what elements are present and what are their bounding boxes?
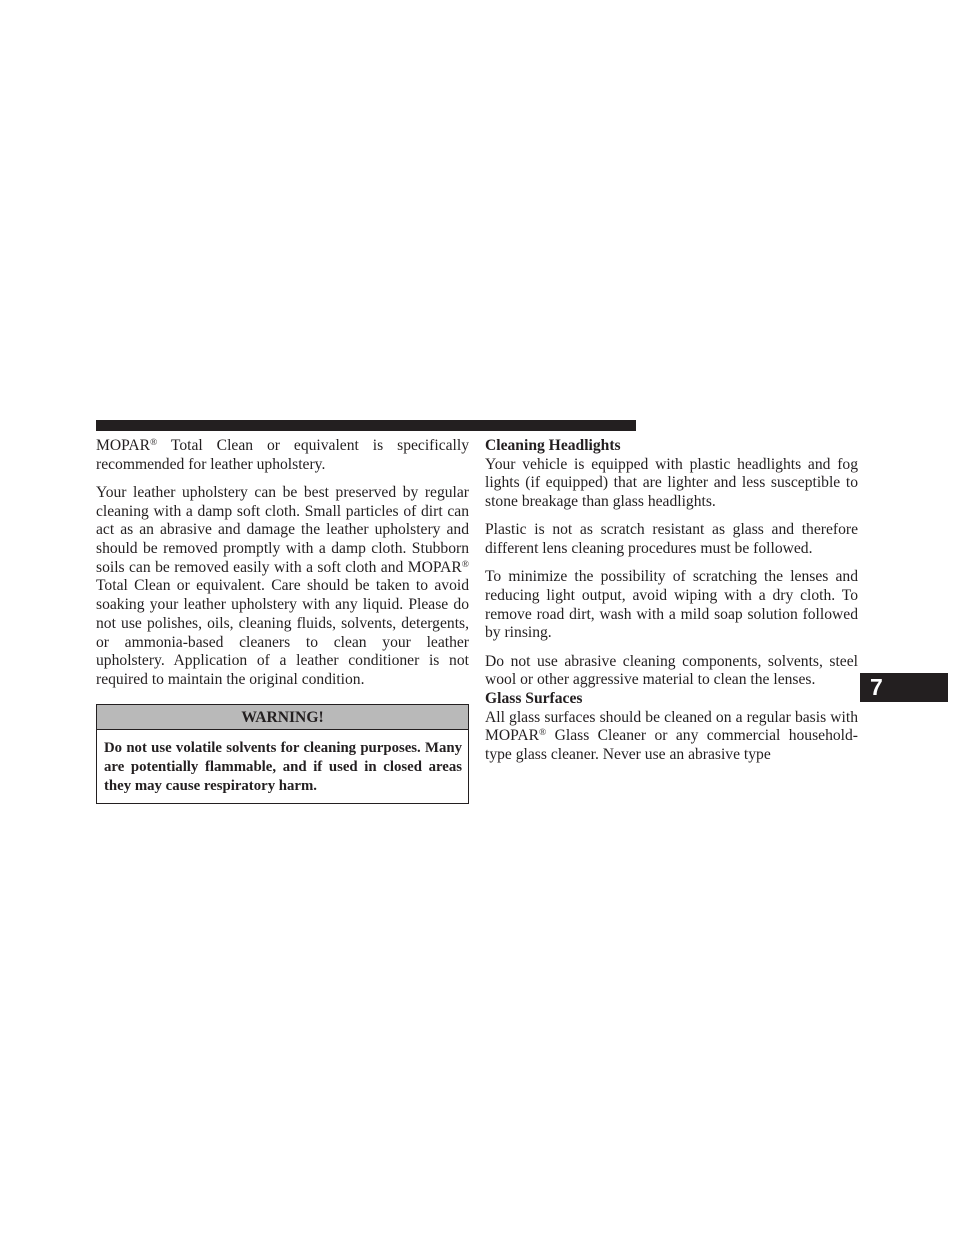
left-column [96, 437, 469, 690]
warning-box [96, 704, 469, 804]
text-segment: Total Clean or equivalent. Care should be taken to avoid soaking your leather upholstery with any liquid. Please do not use polishes, oils, cleaning fluids, solvents, detergents, or ammonia-based cleaners to clean your leather upholstery. Application of a leather conditioner is not required to maintain the original condition. [96, 577, 469, 688]
glass-surfaces-heading: Glass Surfaces [485, 689, 583, 707]
registered-mark: ® [539, 728, 547, 739]
right-column [485, 437, 858, 765]
registered-mark: ® [461, 559, 469, 570]
text-segment: MOPAR [96, 437, 151, 454]
warning-text: Do not use volatile solvents for cleaning purposes. Many are potentially flammable, and if used in closed areas they may cause respiratory harm. [104, 740, 462, 794]
text-segment: Your leather upholstery can be best preserved by regular cleaning with a damp soft cloth. Small particles of dirt can act as an abrasive and damage the leather upholstery and should be removed promptly with a damp cloth. Stubborn soils can be removed easily with a soft cloth and MOPAR [96, 483, 469, 576]
chapter-tab [860, 673, 948, 702]
text-segment: All glass surfaces should be cleaned on a regular basis with MOPAR [485, 708, 858, 745]
section-top-rule [96, 420, 636, 431]
chapter-number: 7 [870, 674, 883, 700]
headlights-paragraph-3: To minimize the possibility of scratching the lenses and reducing light output, avoid wiping with a dry cloth. To remove road dirt, wash with a mild soap solution followed by rinsing. [485, 568, 858, 642]
leather-care-paragraph [96, 484, 469, 690]
text-segment: Glass Cleaner or any commercial household-type glass cleaner. Never use an abrasive type [485, 727, 858, 764]
headlights-paragraph-4: Do not use abrasive cleaning components, solvents, steel wool or other aggressive material to clean the lenses. [485, 652, 858, 689]
headlights-paragraph-2: Plastic is not as scratch resistant as glass and therefore different lens cleaning procedures must be followed. [485, 521, 858, 558]
text-segment: Total Clean or equivalent is specifically recommended for leather upholstery. [96, 437, 469, 473]
headlights-heading: Cleaning Headlights [485, 437, 621, 454]
warning-title: WARNING! [97, 705, 468, 730]
leather-cleaner-paragraph [96, 437, 469, 474]
headlights-paragraph-1: Your vehicle is equipped with plastic headlights and fog lights (if equipped) that are lighter and less susceptible to stone breakage than glass headlights. [485, 455, 858, 511]
registered-mark: ® [150, 438, 158, 448]
glass-surfaces-paragraph [485, 709, 858, 765]
